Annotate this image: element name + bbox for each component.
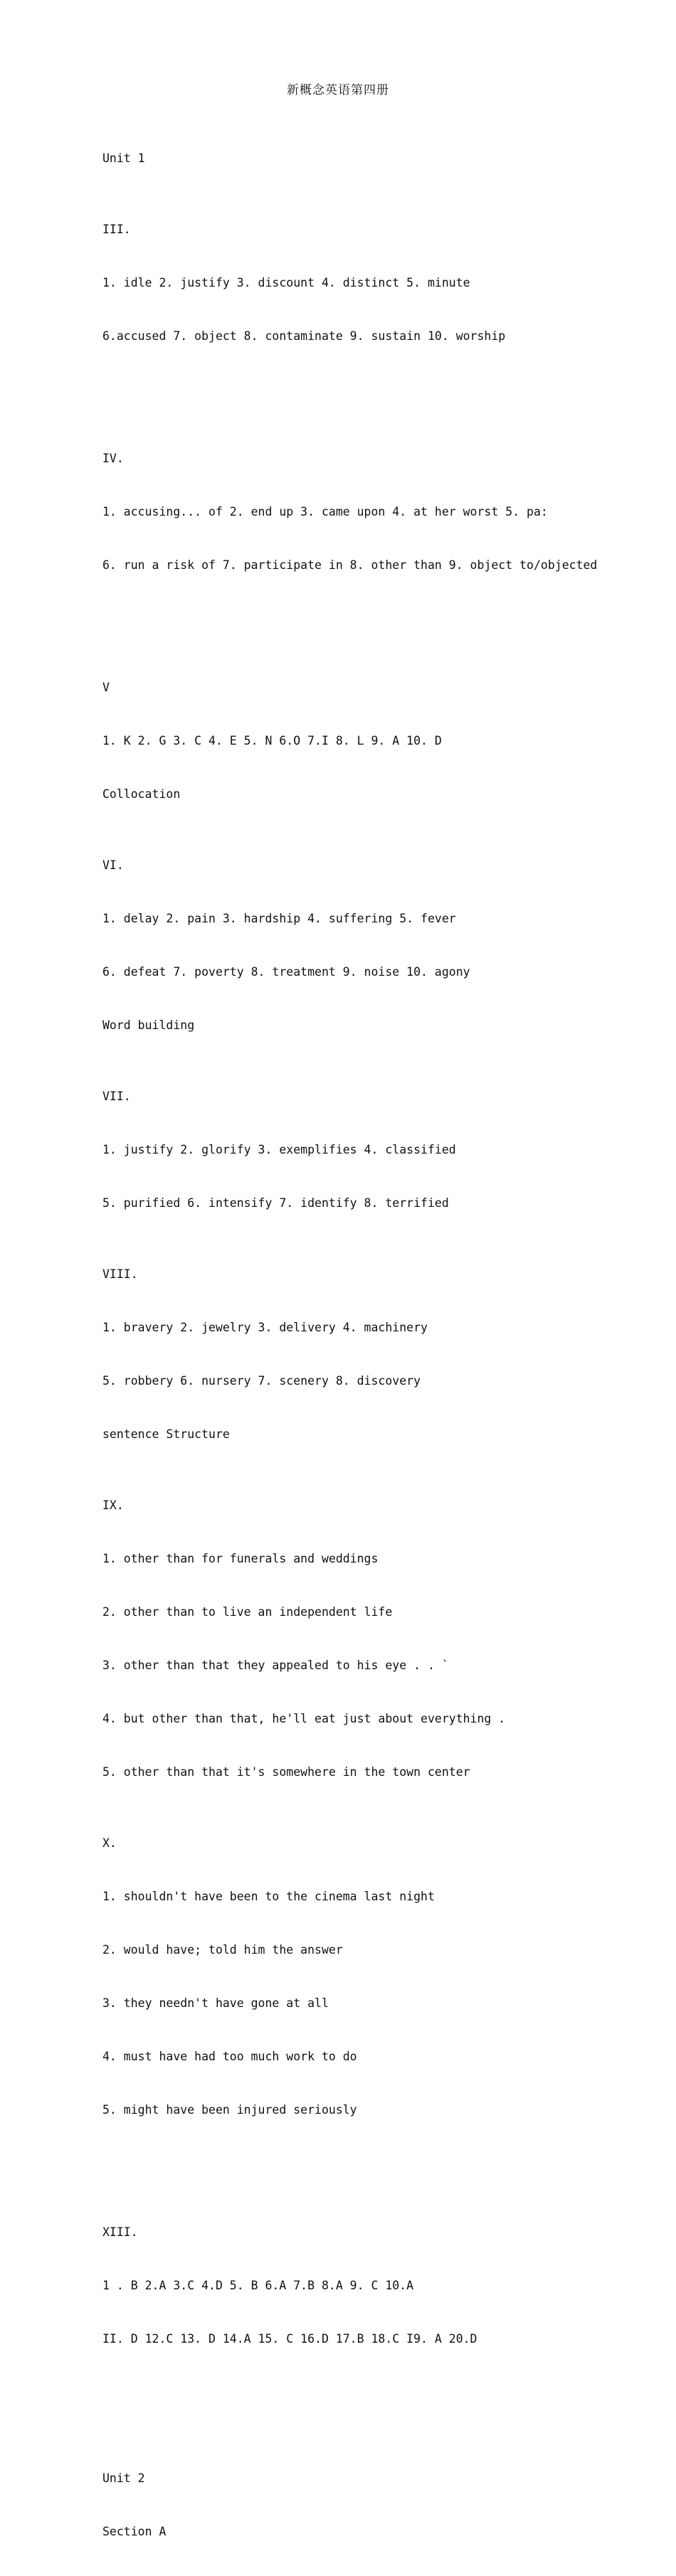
section-xiii-label: XIII.	[102, 2225, 138, 2239]
section-v-label: V	[102, 681, 110, 694]
paragraph-spacer	[102, 2154, 657, 2170]
unit-spacer	[102, 2383, 657, 2416]
section-ix-line-2: 2. other than to live an independent life	[102, 1605, 393, 1619]
section-x-line-1: 1. shouldn't have been to the cinema last night	[102, 1890, 435, 1903]
section-ix-line-1: 1. other than for funerals and weddings	[102, 1552, 379, 1565]
section-ix-line-4: 4. but other than that, he'll eat just about everything .	[102, 1712, 506, 1725]
section-viii-label: VIII.	[102, 1267, 138, 1281]
unit-1-heading: Unit 1	[102, 151, 145, 165]
section-viii-line-1: 1. bravery 2. jewelry 3. delivery 4. machinery	[102, 1321, 428, 1334]
section-iii-label: III.	[102, 223, 131, 236]
section-v-line-1: 1. K 2. G 3. C 4. E 5. N 6.O 7.I 8. L 9. A 10. D	[102, 734, 442, 747]
section-a-heading: Section A	[102, 2525, 167, 2538]
section-xiii-line-2: II. D 12.C 13. D 14.A 15. C 16.D 17.B 18.C I9. A 20.D	[102, 2332, 477, 2346]
section-vii-line-1: 1. justify 2. glorify 3. exemplifies 4. classified	[102, 1143, 456, 1156]
section-vii-label: VII.	[102, 1090, 131, 1103]
section-ix-line-3: 3. other than that they appealed to his eye . . `	[102, 1659, 449, 1672]
section-xiii-line-1: 1 . B 2.A 3.C 4.D 5. B 6.A 7.B 8.A 9. C 10.A	[102, 2279, 414, 2292]
section-x-line-4: 4. must have had too much work to do	[102, 2050, 357, 2063]
section-vii-line-2: 5. purified 6. intensify 7. identify 8. terrified	[102, 1196, 449, 1210]
document-title: 新概念英语第四册	[287, 83, 389, 97]
word-building-heading: Word building	[102, 1018, 195, 1032]
section-iv-line-2: 6. run a risk of 7. participate in 8. other than 9. object to/objected	[102, 558, 598, 572]
document-body	[102, 114, 657, 2576]
section-iii-line-1: 1. idle 2. justify 3. discount 4. distinct 5. minute	[102, 276, 470, 289]
section-iv-label: IV.	[102, 452, 124, 465]
section-vi-label: VI.	[102, 858, 124, 872]
sentence-structure-heading: sentence Structure	[102, 1427, 230, 1441]
section-x-line-2: 2. would have; told him the answer	[102, 1943, 343, 1957]
paragraph-spacer	[102, 610, 657, 625]
section-ix-line-5: 5. other than that it's somewhere in the town center	[102, 1765, 470, 1779]
unit-2-heading: Unit 2	[102, 2471, 145, 2485]
section-ix-label: IX.	[102, 1499, 124, 1512]
section-x-line-3: 3. they needn't have gone at all	[102, 1996, 329, 2010]
section-iii-line-2: 6.accused 7. object 8. contaminate 9. sustain 10. worship	[102, 329, 506, 343]
section-iv-line-1: 1. accusing... of 2. end up 3. came upon 4. at her worst 5. pa:	[102, 505, 548, 518]
collocation-heading: Collocation	[102, 787, 181, 801]
section-vi-line-1: 1. delay 2. pain 3. hardship 4. suffering 5. fever	[102, 912, 456, 925]
paragraph-spacer	[102, 380, 657, 396]
section-x-label: X.	[102, 1836, 117, 1850]
section-vi-line-2: 6. defeat 7. poverty 8. treatment 9. noise 10. agony	[102, 965, 470, 979]
section-viii-line-2: 5. robbery 6. nursery 7. scenery 8. discovery	[102, 1374, 421, 1388]
section-x-line-5: 5. might have been injured seriously	[102, 2103, 357, 2117]
